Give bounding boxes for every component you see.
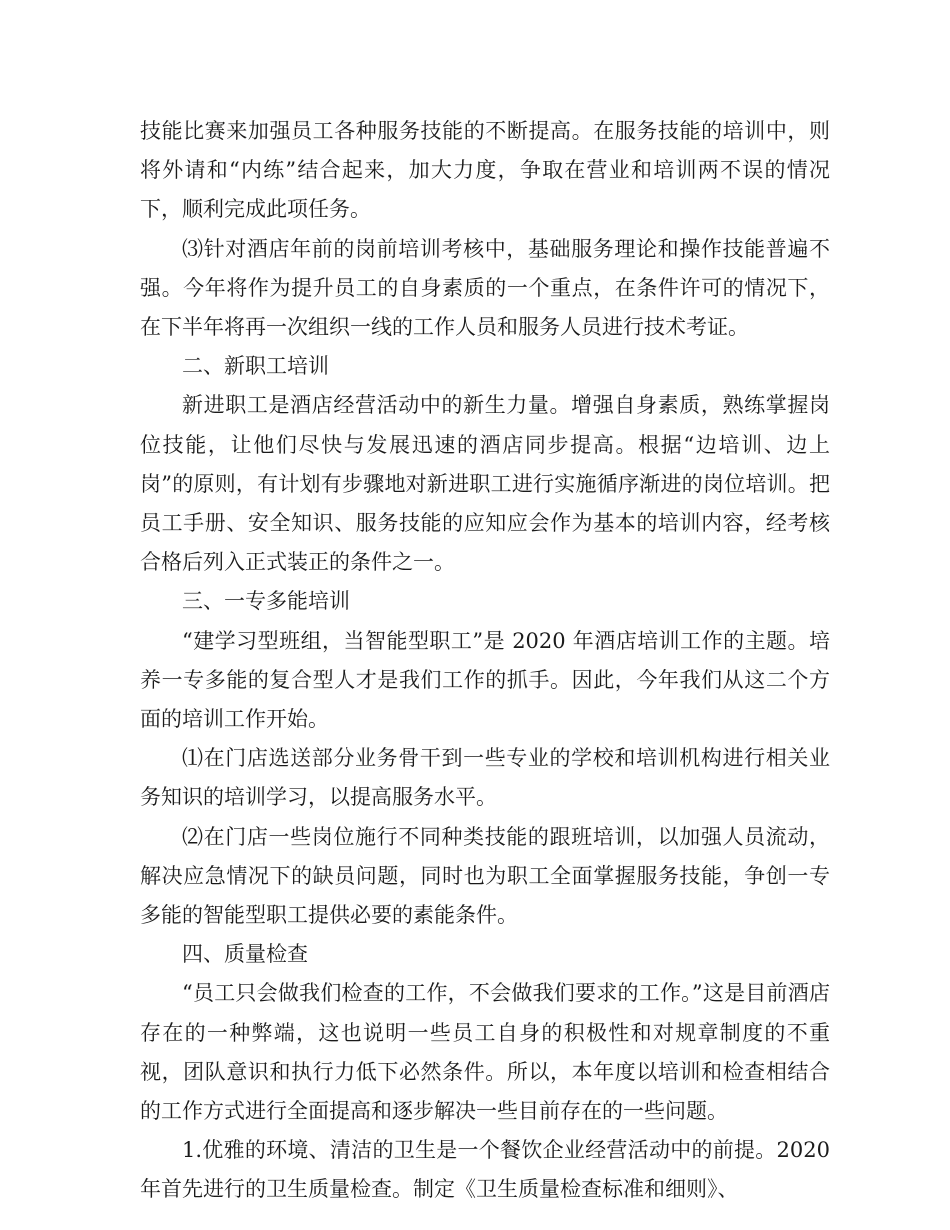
- paragraph-training-theme: “建学习型班组，当智能型职工”是 2020 年酒店培训工作的主题。培养一专多能的复合型人才是我们工作的抓手。因此，今年我们从这二个方面的培训工作开始。: [140, 628, 830, 732]
- paragraph-item-2-rotation-training: ⑵在门店一些岗位施行不同种类技能的跟班培训，以加强人员流动，解决应急情况下的缺员问题，同时也为职工全面掌握服务技能，争创一专多能的智能型职工提供必要的素能条件。: [140, 824, 830, 928]
- paragraph-item-1-external-training: ⑴在门店选送部分业务骨干到一些专业的学校和培训机构进行相关业务知识的培训学习，以提高服务水平。: [140, 746, 830, 810]
- section-heading-multi-skill-training: 三、一专多能培训: [182, 589, 350, 614]
- paragraph-new-staff: 新进职工是酒店经营活动中的新生力量。增强自身素质，熟练掌握岗位技能，让他们尽快与发展迅速的酒店同步提高。根据“边培训、边上岗”的原则，有计划有步骤地对新进职工进行实施循序渐进的岗位培训。把员工手册、安全知识、服务技能的应知应会作为基本的培训内容，经考核合格后列入正式装正的条件之一。: [140, 393, 830, 575]
- document-body: [140, 112, 830, 1210]
- paragraph-item-3-certification: ⑶针对酒店年前的岗前培训考核中，基础服务理论和操作技能普遍不强。今年将作为提升员工的自身素质的一个重点，在条件许可的情况下，在下半年将再一次组织一线的工作人员和服务人员进行技术考证。: [140, 236, 830, 340]
- paragraph-quality-inspection: “员工只会做我们检查的工作，不会做我们要求的工作。”这是目前酒店存在的一种弊端，这也说明一些员工自身的积极性和对规章制度的不重视，团队意识和执行力低下必然条件。所以，本年度以培训和检查相结合的工作方式进行全面提高和逐步解决一些目前存在的一些问题。: [140, 981, 830, 1124]
- section-heading-new-staff-training: 二、新职工培训: [182, 354, 329, 379]
- paragraph-hygiene-inspection: 1.优雅的环境、清洁的卫生是一个餐饮企业经营活动中的前提。2020 年首先进行的卫生质量检查。制定《卫生质量检查标准和细则》、: [140, 1138, 830, 1202]
- section-heading-quality-inspection: 四、质量检查: [182, 942, 308, 967]
- paragraph-skills-competition: 技能比赛来加强员工各种服务技能的不断提高。在服务技能的培训中，则将外请和“内练”结合起来，加大力度，争取在营业和培训两不误的情况下，顺利完成此项任务。: [140, 119, 830, 222]
